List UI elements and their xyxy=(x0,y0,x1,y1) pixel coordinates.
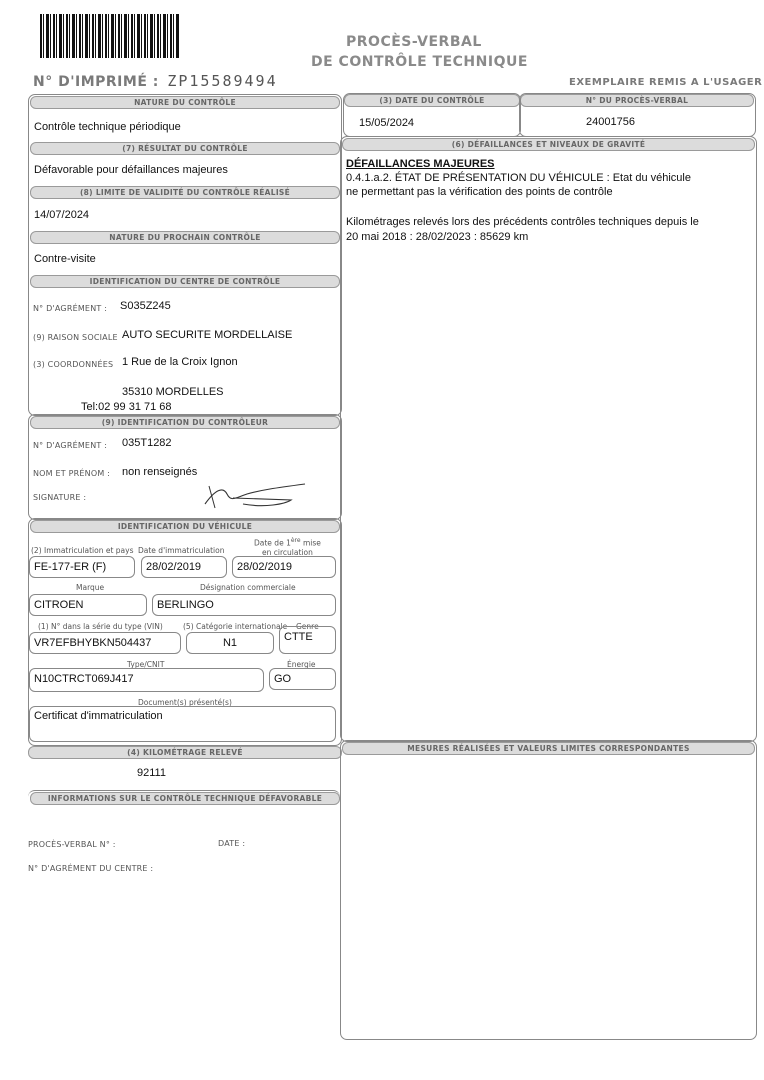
exemplaire-label: EXEMPLAIRE REMIS A L'USAGER xyxy=(569,77,763,88)
genre-field: CTTE xyxy=(279,626,336,654)
infos-pv-label: PROCÈS-VERBAL N° : xyxy=(28,840,116,849)
type-cnit-label: Type/CNIT xyxy=(127,660,165,669)
address-line1: 1 Rue de la Croix Ignon xyxy=(122,356,238,368)
categorie-label: (5) Catégorie internationale xyxy=(183,622,288,631)
controleur-agrement-label: N° D'AGRÉMENT : xyxy=(33,441,108,450)
kilometrage-header: (4) KILOMÉTRAGE RELEVÉ xyxy=(28,746,342,759)
signature-label: SIGNATURE : xyxy=(33,493,87,502)
defaillance-line2: ne permettant pas la vérification des points de contrôle xyxy=(346,186,613,198)
title-line2: DE CONTRÔLE TECHNIQUE xyxy=(311,54,528,70)
date-controle-value: 15/05/2024 xyxy=(359,117,415,129)
documents-field: Certificat d'immatriculation xyxy=(29,706,336,742)
infos-defavorable-header: INFORMATIONS SUR LE CONTRÔLE TECHNIQUE DÉFAVORABLE xyxy=(30,792,340,805)
type-cnit-field: N10CTRCT069J417 xyxy=(29,668,264,692)
pv-number-header: N° DU PROCÈS-VERBAL xyxy=(520,94,754,107)
kilometrage-value: 92111 xyxy=(137,767,166,779)
vehicule-header: IDENTIFICATION DU VÉHICULE xyxy=(30,520,340,533)
mise-circ-label-part1: Date de 1 xyxy=(254,538,291,548)
limite-header: (8) LIMITE DE VALIDITÉ DU CONTRÔLE RÉALISÉ xyxy=(30,186,340,199)
nature-header: NATURE DU CONTRÔLE xyxy=(30,96,340,109)
defaillance-line1: 0.4.1.a.2. ÉTAT DE PRÉSENTATION DU VÉHICULE : Etat du véhicule xyxy=(346,172,691,184)
controleur-agrement-value: 035T1282 xyxy=(122,437,172,449)
mesures-header: MESURES RÉALISÉES ET VALEURS LIMITES CORRESPONDANTES xyxy=(342,742,755,755)
energie-field: GO xyxy=(269,668,336,690)
imprime-label: N° D'IMPRIMÉ : xyxy=(33,74,159,90)
imprime-row xyxy=(33,72,278,91)
mise-circulation-field: 28/02/2019 xyxy=(232,556,336,578)
documents-label: Document(s) présenté(s) xyxy=(138,698,232,707)
date-controle-box xyxy=(343,93,521,137)
km-history-line1: Kilométrages relevés lors des précédents contrôles techniques depuis le xyxy=(346,216,699,228)
centre-agrement-value: S035Z245 xyxy=(120,300,171,312)
infos-date-label: DATE : xyxy=(218,839,246,848)
address-line2: 35310 MORDELLES xyxy=(122,386,224,398)
mesures-panel xyxy=(340,740,757,1040)
raison-sociale-label: (9) RAISON SOCIALE xyxy=(33,333,118,342)
infos-agrement-label: N° D'AGRÉMENT DU CENTRE : xyxy=(28,864,154,873)
genre-label: Genre xyxy=(296,622,319,631)
date-immat-label: Date d'immatriculation xyxy=(138,546,225,555)
designation-field: BERLINGO xyxy=(152,594,336,616)
limite-value: 14/07/2024 xyxy=(34,209,90,221)
nom-prenom-label: NOM ET PRÉNOM : xyxy=(33,469,111,478)
imprime-number: ZP15589494 xyxy=(167,72,278,90)
date-immat-field: 28/02/2019 xyxy=(141,556,227,578)
resultat-header: (7) RÉSULTAT DU CONTRÔLE xyxy=(30,142,340,155)
defaillances-header: (6) DÉFAILLANCES ET NIVEAUX DE GRAVITÉ xyxy=(342,138,755,151)
controleur-header: (9) IDENTIFICATION DU CONTRÔLEUR xyxy=(30,416,340,429)
km-history-line2: 20 mai 2018 : 28/02/2023 : 85629 km xyxy=(346,231,529,243)
title-line1: PROCÈS-VERBAL xyxy=(346,34,482,50)
immat-field: FE-177-ER (F) xyxy=(29,556,135,578)
nom-prenom-value: non renseignés xyxy=(122,466,198,478)
mise-circulation-label xyxy=(254,536,321,557)
marque-field: CITROEN xyxy=(29,594,147,616)
mise-circ-label-part3: en circulation xyxy=(262,547,313,557)
designation-label: Désignation commerciale xyxy=(200,583,296,592)
pv-number-value: 24001756 xyxy=(586,116,635,128)
marque-label: Marque xyxy=(76,583,105,592)
prochain-value: Contre-visite xyxy=(34,253,96,265)
mise-circ-label-sup: ère xyxy=(290,537,301,544)
signature-drawing xyxy=(195,480,315,510)
mise-circ-label-part2: mise xyxy=(300,538,321,548)
defaillances-title: DÉFAILLANCES MAJEURES xyxy=(346,158,495,170)
centre-telephone: Tel:02 99 31 71 68 xyxy=(81,401,172,413)
barcode xyxy=(40,14,180,58)
resultat-value: Défavorable pour défaillances majeures xyxy=(34,164,228,176)
nature-value: Contrôle technique périodique xyxy=(34,121,181,133)
categorie-field: N1 xyxy=(186,632,274,654)
vin-label: (1) N° dans la série du type (VIN) xyxy=(38,622,163,631)
raison-sociale-value: AUTO SECURITE MORDELLAISE xyxy=(122,329,293,341)
pv-number-box xyxy=(519,93,756,137)
date-controle-header: (3) DATE DU CONTRÔLE xyxy=(344,94,520,107)
centre-header: IDENTIFICATION DU CENTRE DE CONTRÔLE xyxy=(30,275,340,288)
prochain-header: NATURE DU PROCHAIN CONTRÔLE xyxy=(30,231,340,244)
coordonnees-label: (3) COORDONNÉES xyxy=(33,360,114,369)
immat-label: (2) Immatriculation et pays xyxy=(31,546,134,555)
vin-field: VR7EFBHYBKN504437 xyxy=(29,632,181,654)
energie-label: Énergie xyxy=(287,660,316,669)
centre-agrement-label: N° D'AGRÉMENT : xyxy=(33,304,108,313)
